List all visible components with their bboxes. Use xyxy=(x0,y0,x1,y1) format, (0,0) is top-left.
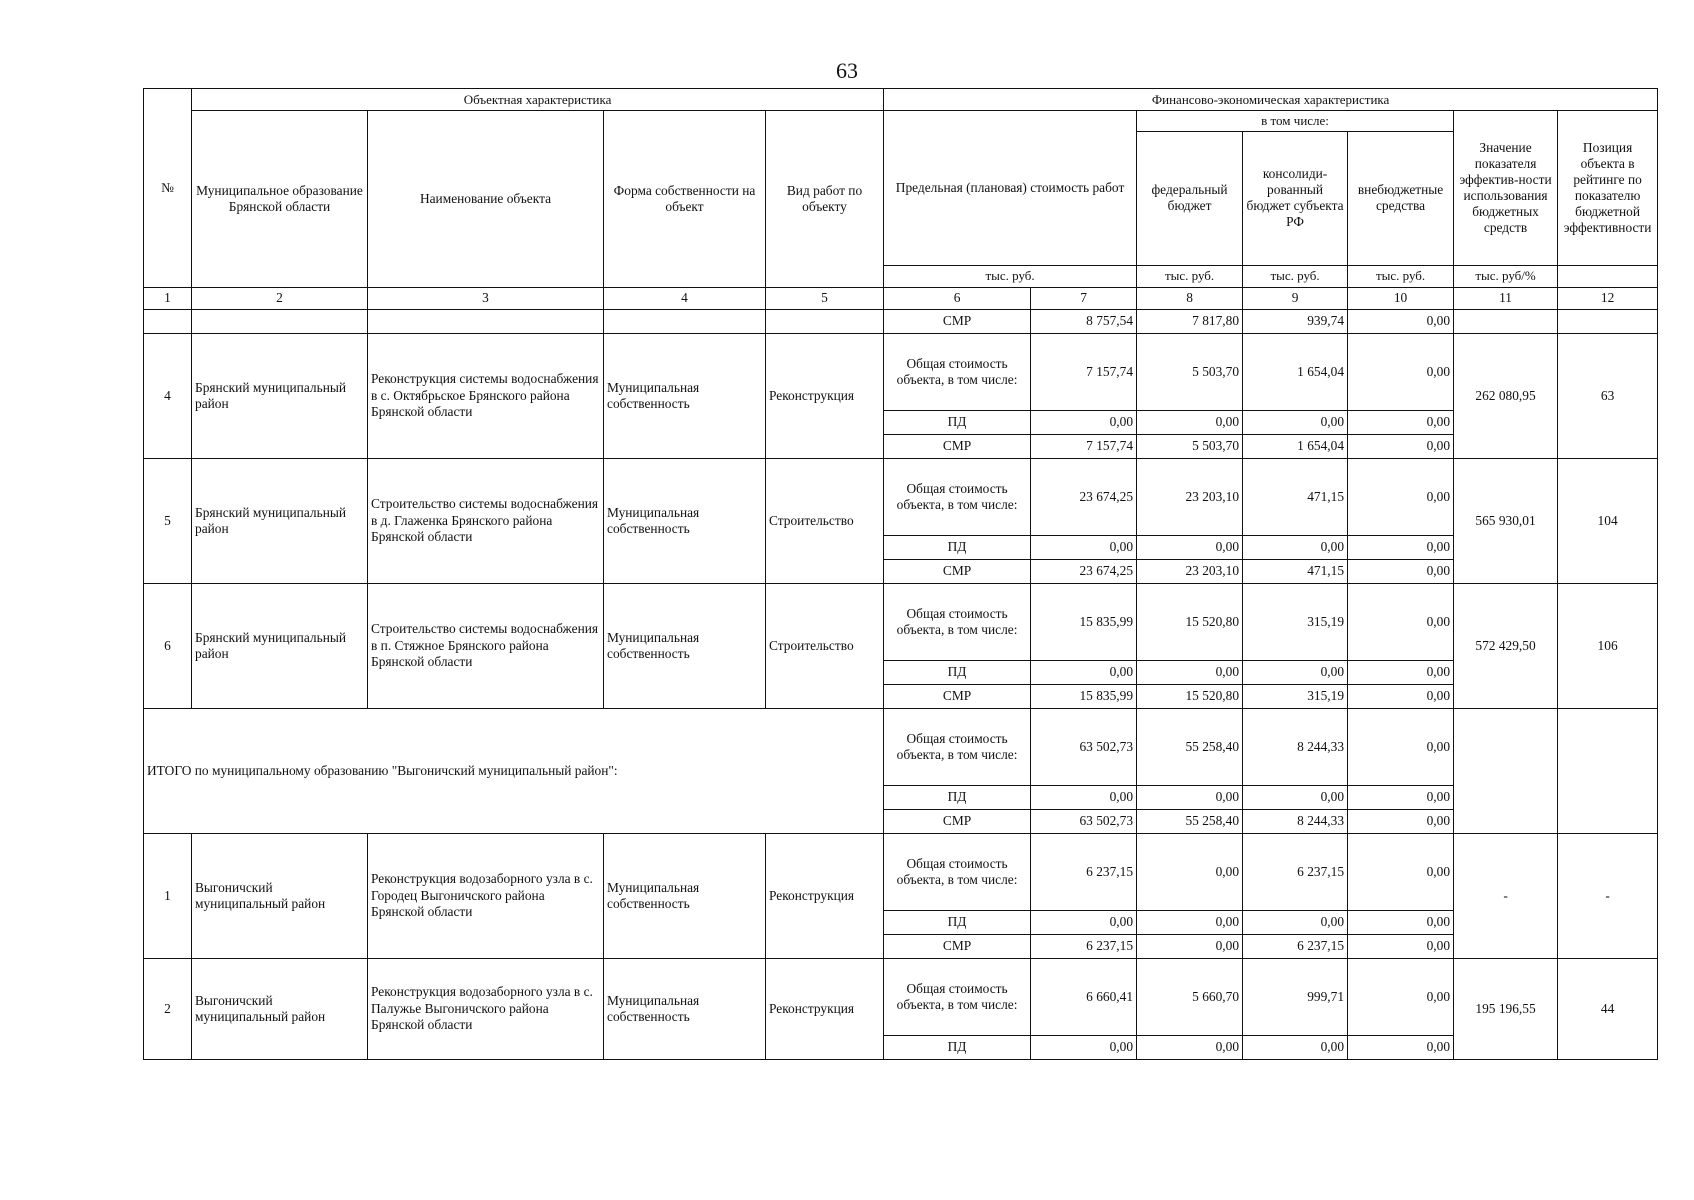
project-row xyxy=(144,833,1658,910)
col-number: 1 xyxy=(144,287,192,309)
col-federal-header: федеральный бюджет xyxy=(1137,131,1243,265)
project-ownership: Муниципальная собственность xyxy=(604,458,766,583)
project-number: 4 xyxy=(144,333,192,458)
extrabudget-value: 0,00 xyxy=(1348,458,1454,535)
cost-value: 23 674,25 xyxy=(1031,458,1137,535)
row-label: СМР xyxy=(884,309,1031,333)
empty-cell xyxy=(766,309,884,333)
project-municipality: Выгоничский муниципальный район xyxy=(192,958,368,1059)
consolidated-value: 0,00 xyxy=(1243,535,1348,559)
row-label: СМР xyxy=(884,434,1031,458)
rank-value: - xyxy=(1558,833,1658,958)
col-number: 3 xyxy=(368,287,604,309)
federal-value: 0,00 xyxy=(1137,910,1243,934)
extrabudget-value: 0,00 xyxy=(1348,410,1454,434)
col-number: 6 xyxy=(884,287,1031,309)
row-label: ПД xyxy=(884,910,1031,934)
cost-value: 63 502,73 xyxy=(1031,809,1137,833)
row-label: СМР xyxy=(884,684,1031,708)
extrabudget-value: 0,00 xyxy=(1348,934,1454,958)
federal-value: 23 203,10 xyxy=(1137,559,1243,583)
unit-rank xyxy=(1558,265,1658,287)
cost-value: 23 674,25 xyxy=(1031,559,1137,583)
consolidated-value: 471,15 xyxy=(1243,559,1348,583)
unit-efficiency: тыс. руб/% xyxy=(1454,265,1558,287)
extrabudget-value: 0,00 xyxy=(1348,535,1454,559)
extrabudget-value: 0,00 xyxy=(1348,559,1454,583)
extrabudget-value: 0,00 xyxy=(1348,309,1454,333)
federal-value: 0,00 xyxy=(1137,833,1243,910)
cost-value: 8 757,54 xyxy=(1031,309,1137,333)
row-label: Общая стоимость объекта, в том числе: xyxy=(884,708,1031,785)
col-number: 4 xyxy=(604,287,766,309)
cost-value: 0,00 xyxy=(1031,785,1137,809)
federal-value: 5 503,70 xyxy=(1137,434,1243,458)
cost-value: 7 157,74 xyxy=(1031,434,1137,458)
row-label: ПД xyxy=(884,1035,1031,1059)
consolidated-value: 0,00 xyxy=(1243,910,1348,934)
consolidated-value: 8 244,33 xyxy=(1243,708,1348,785)
federal-value: 7 817,80 xyxy=(1137,309,1243,333)
consolidated-value: 315,19 xyxy=(1243,583,1348,660)
cost-value: 0,00 xyxy=(1031,535,1137,559)
consolidated-value: 6 237,15 xyxy=(1243,833,1348,910)
consolidated-value: 1 654,04 xyxy=(1243,434,1348,458)
unit-federal: тыс. руб. xyxy=(1137,265,1243,287)
col-number: 9 xyxy=(1243,287,1348,309)
row-label: ПД xyxy=(884,410,1031,434)
investment-table xyxy=(143,88,1658,1060)
project-ownership: Муниципальная собственность xyxy=(604,833,766,958)
consolidated-value: 0,00 xyxy=(1243,410,1348,434)
cost-value: 0,00 xyxy=(1031,660,1137,684)
header-row-2 xyxy=(144,111,1658,132)
column-numbers-row xyxy=(144,287,1658,309)
project-name: Реконструкция водозаборного узла в с. Палужье Выгоничского района Брянской области xyxy=(368,958,604,1059)
project-name: Реконструкция системы водоснабжения в с. Октябрьское Брянского района Брянской области xyxy=(368,333,604,458)
empty-cell xyxy=(604,309,766,333)
col-work-type-header: Вид работ по объекту xyxy=(766,111,884,288)
empty-cell xyxy=(144,309,192,333)
consolidated-value: 471,15 xyxy=(1243,458,1348,535)
federal-value: 0,00 xyxy=(1137,1035,1243,1059)
row-label: Общая стоимость объекта, в том числе: xyxy=(884,458,1031,535)
consolidated-value: 999,71 xyxy=(1243,958,1348,1035)
row-label: ПД xyxy=(884,535,1031,559)
project-row xyxy=(144,458,1658,535)
project-municipality: Брянский муниципальный район xyxy=(192,333,368,458)
empty-cell xyxy=(192,309,368,333)
col-consolidated-header: консолиди-рованный бюджет субъекта РФ xyxy=(1243,131,1348,265)
federal-value: 15 520,80 xyxy=(1137,583,1243,660)
federal-value: 5 660,70 xyxy=(1137,958,1243,1035)
col-extrabudget-header: внебюджетные средства xyxy=(1348,131,1454,265)
federal-value: 0,00 xyxy=(1137,785,1243,809)
efficiency-value: 572 429,50 xyxy=(1454,583,1558,708)
cost-value: 15 835,99 xyxy=(1031,684,1137,708)
extrabudget-value: 0,00 xyxy=(1348,434,1454,458)
cost-value: 7 157,74 xyxy=(1031,333,1137,410)
col-number: 7 xyxy=(1031,287,1137,309)
row-label: Общая стоимость объекта, в том числе: xyxy=(884,958,1031,1035)
cost-value: 6 660,41 xyxy=(1031,958,1137,1035)
unit-consolidated: тыс. руб. xyxy=(1243,265,1348,287)
extrabudget-value: 0,00 xyxy=(1348,708,1454,785)
cost-value: 15 835,99 xyxy=(1031,583,1137,660)
col-efficiency-header: Значение показателя эффектив-ности использования бюджетных средств xyxy=(1454,111,1558,266)
consolidated-value: 0,00 xyxy=(1243,1035,1348,1059)
efficiency-value: 565 930,01 xyxy=(1454,458,1558,583)
total-label: ИТОГО по муниципальному образованию "Выгоничский муниципальный район": xyxy=(144,708,884,833)
col-number: 11 xyxy=(1454,287,1558,309)
row-label: СМР xyxy=(884,934,1031,958)
empty-cell xyxy=(368,309,604,333)
extrabudget-value: 0,00 xyxy=(1348,1035,1454,1059)
col-num-header: № xyxy=(144,89,192,288)
project-number: 2 xyxy=(144,958,192,1059)
project-ownership: Муниципальная собственность xyxy=(604,958,766,1059)
cost-value: 0,00 xyxy=(1031,410,1137,434)
project-number: 5 xyxy=(144,458,192,583)
empty-cell xyxy=(1558,708,1658,833)
project-municipality: Брянский муниципальный район xyxy=(192,458,368,583)
row-label: ПД xyxy=(884,660,1031,684)
rank-value: 104 xyxy=(1558,458,1658,583)
col-number: 10 xyxy=(1348,287,1454,309)
extrabudget-value: 0,00 xyxy=(1348,660,1454,684)
project-work-type: Строительство xyxy=(766,458,884,583)
project-number: 1 xyxy=(144,833,192,958)
row-label: Общая стоимость объекта, в том числе: xyxy=(884,833,1031,910)
in-that-number-header: в том числе: xyxy=(1137,111,1454,132)
row-label: ПД xyxy=(884,785,1031,809)
consolidated-value: 0,00 xyxy=(1243,785,1348,809)
project-row xyxy=(144,958,1658,1035)
total-row xyxy=(144,708,1658,785)
col-municipality-header: Муниципальное образование Брянской области xyxy=(192,111,368,288)
row-label: Общая стоимость объекта, в том числе: xyxy=(884,333,1031,410)
extrabudget-value: 0,00 xyxy=(1348,809,1454,833)
project-municipality: Выгоничский муниципальный район xyxy=(192,833,368,958)
cost-value: 0,00 xyxy=(1031,1035,1137,1059)
empty-cell xyxy=(1558,309,1658,333)
project-name: Реконструкция водозаборного узла в с. Городец Выгоничского района Брянской области xyxy=(368,833,604,958)
consolidated-value: 8 244,33 xyxy=(1243,809,1348,833)
extrabudget-value: 0,00 xyxy=(1348,958,1454,1035)
col-number: 2 xyxy=(192,287,368,309)
consolidated-value: 1 654,04 xyxy=(1243,333,1348,410)
extrabudget-value: 0,00 xyxy=(1348,333,1454,410)
finance-characteristic-header: Финансово-экономическая характеристика xyxy=(884,89,1658,111)
extrabudget-value: 0,00 xyxy=(1348,684,1454,708)
rank-value: 106 xyxy=(1558,583,1658,708)
project-work-type: Реконструкция xyxy=(766,958,884,1059)
federal-value: 15 520,80 xyxy=(1137,684,1243,708)
col-number: 8 xyxy=(1137,287,1243,309)
project-name: Строительство системы водоснабжения в д. Глаженка Брянского района Брянской области xyxy=(368,458,604,583)
unit-extrabudget: тыс. руб. xyxy=(1348,265,1454,287)
federal-value: 5 503,70 xyxy=(1137,333,1243,410)
federal-value: 23 203,10 xyxy=(1137,458,1243,535)
federal-value: 0,00 xyxy=(1137,535,1243,559)
project-work-type: Строительство xyxy=(766,583,884,708)
extrabudget-value: 0,00 xyxy=(1348,910,1454,934)
project-ownership: Муниципальная собственность xyxy=(604,583,766,708)
federal-value: 0,00 xyxy=(1137,410,1243,434)
col-object-name-header: Наименование объекта xyxy=(368,111,604,288)
object-characteristic-header: Объектная характеристика xyxy=(192,89,884,111)
empty-cell xyxy=(1454,309,1558,333)
project-work-type: Реконструкция xyxy=(766,333,884,458)
row-label: СМР xyxy=(884,809,1031,833)
col-rank-header: Позиция объекта в рейтинге по показателю бюджетной эффективности xyxy=(1558,111,1658,266)
page-number: 63 xyxy=(836,58,858,83)
efficiency-value: 195 196,55 xyxy=(1454,958,1558,1059)
rank-value: 63 xyxy=(1558,333,1658,458)
consolidated-value: 0,00 xyxy=(1243,660,1348,684)
federal-value: 55 258,40 xyxy=(1137,809,1243,833)
project-number: 6 xyxy=(144,583,192,708)
federal-value: 55 258,40 xyxy=(1137,708,1243,785)
project-row xyxy=(144,333,1658,410)
consolidated-value: 939,74 xyxy=(1243,309,1348,333)
project-row xyxy=(144,583,1658,660)
col-number: 5 xyxy=(766,287,884,309)
row-label: СМР xyxy=(884,559,1031,583)
project-work-type: Реконструкция xyxy=(766,833,884,958)
efficiency-value: 262 080,95 xyxy=(1454,333,1558,458)
row-label: Общая стоимость объекта, в том числе: xyxy=(884,583,1031,660)
project-ownership: Муниципальная собственность xyxy=(604,333,766,458)
col-ownership-header: Форма собственности на объект xyxy=(604,111,766,288)
empty-cell xyxy=(1454,708,1558,833)
consolidated-value: 315,19 xyxy=(1243,684,1348,708)
federal-value: 0,00 xyxy=(1137,934,1243,958)
col-cost-header: Предельная (плановая) стоимость работ xyxy=(884,111,1137,266)
project-name: Строительство системы водоснабжения в п. Стяжное Брянского района Брянской области xyxy=(368,583,604,708)
cost-value: 63 502,73 xyxy=(1031,708,1137,785)
efficiency-value: - xyxy=(1454,833,1558,958)
header-group-row xyxy=(144,89,1658,111)
table-row xyxy=(144,309,1658,333)
extrabudget-value: 0,00 xyxy=(1348,583,1454,660)
cost-value: 6 237,15 xyxy=(1031,934,1137,958)
unit-cost: тыс. руб. xyxy=(884,265,1137,287)
extrabudget-value: 0,00 xyxy=(1348,785,1454,809)
cost-value: 0,00 xyxy=(1031,910,1137,934)
federal-value: 0,00 xyxy=(1137,660,1243,684)
rank-value: 44 xyxy=(1558,958,1658,1059)
project-municipality: Брянский муниципальный район xyxy=(192,583,368,708)
col-number: 12 xyxy=(1558,287,1658,309)
cost-value: 6 237,15 xyxy=(1031,833,1137,910)
extrabudget-value: 0,00 xyxy=(1348,833,1454,910)
consolidated-value: 6 237,15 xyxy=(1243,934,1348,958)
